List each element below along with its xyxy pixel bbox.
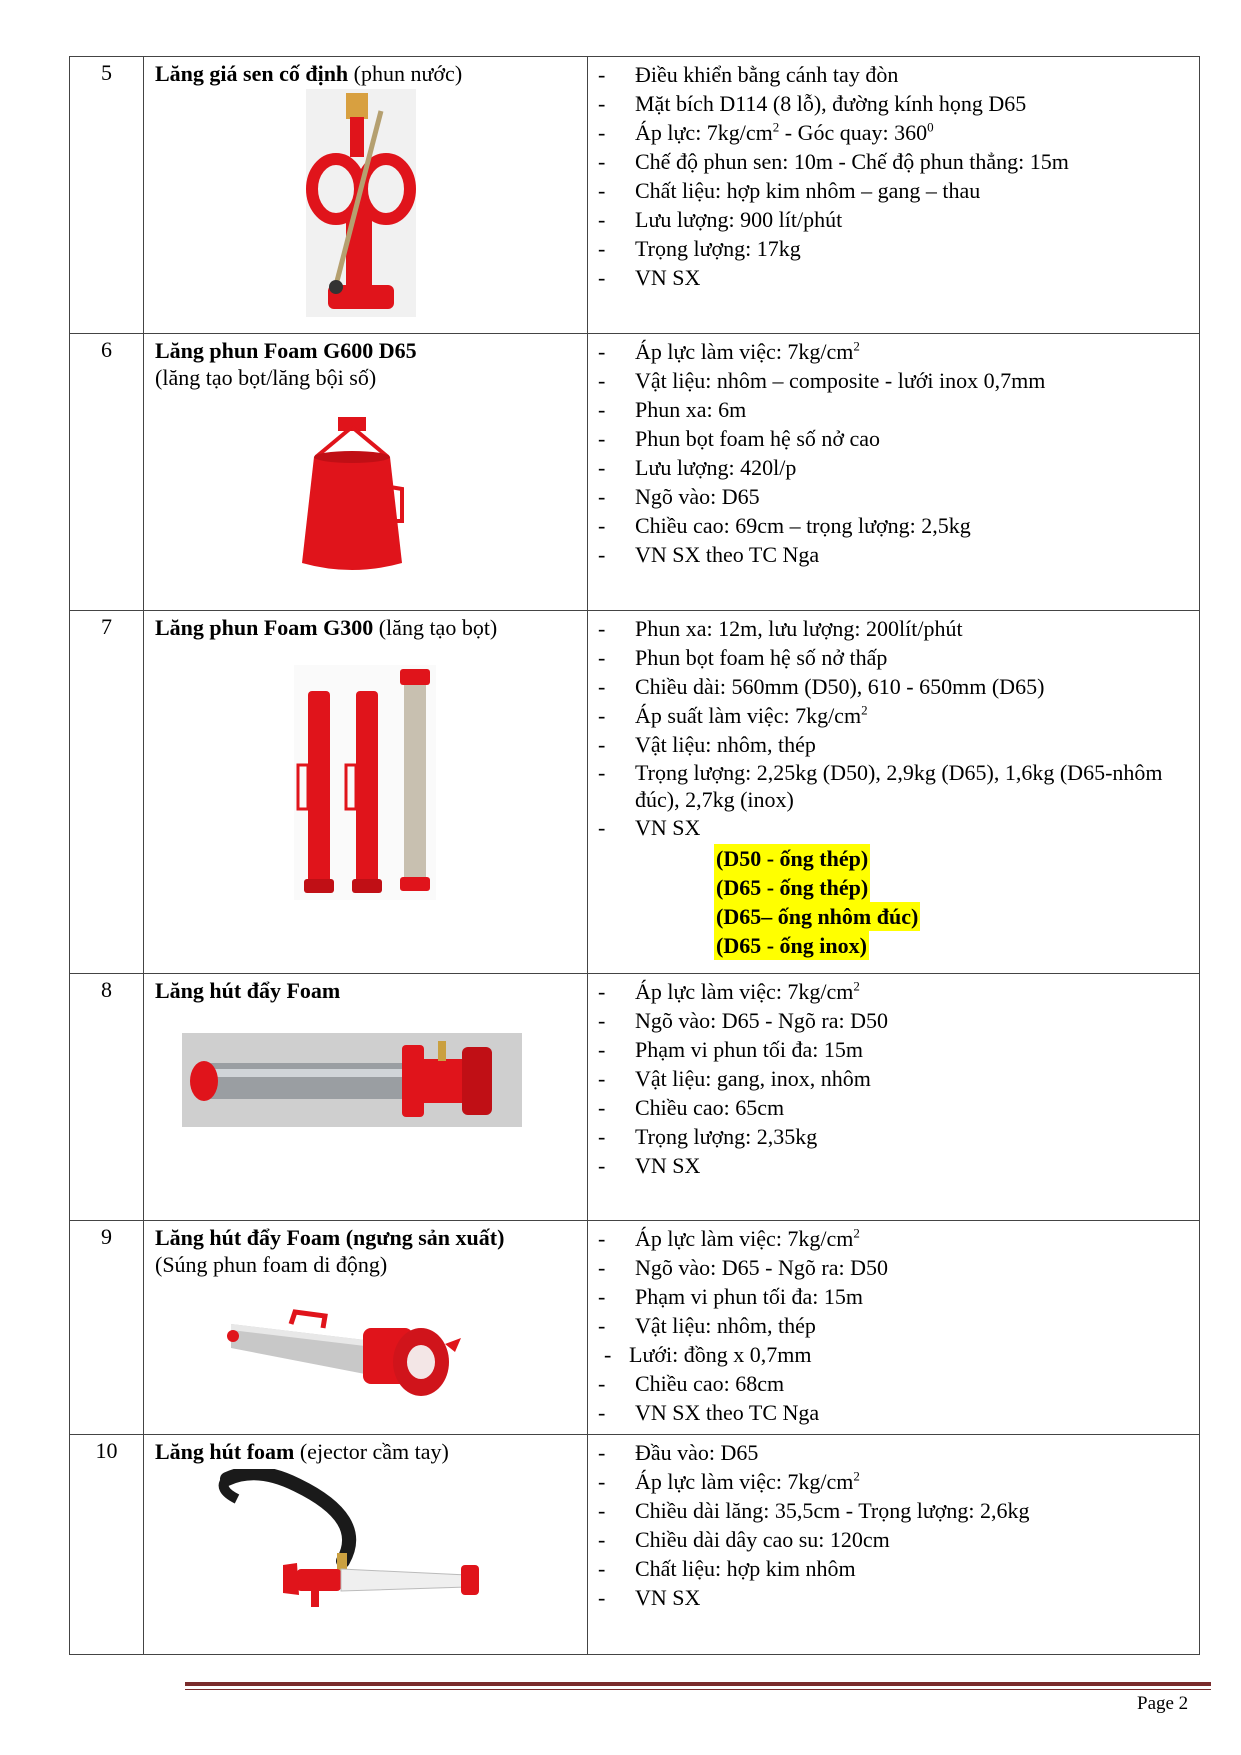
product-spec-cell [588, 1435, 1200, 1655]
product-title-note: (ejector cầm tay) [294, 1439, 449, 1464]
row-number: 5 [70, 57, 144, 334]
spec-item: - Chất liệu: hợp kim nhôm [598, 1556, 856, 1581]
spec-item: - Phạm vi phun tối đa: 15m [598, 1037, 863, 1062]
highlight-note: (D65 - ống thép) [716, 875, 869, 900]
product-spec-cell [588, 334, 1200, 611]
product-title-note: (lăng tạo bọt) [373, 615, 498, 640]
spec-item: - Vật liệu: nhôm, thép [598, 732, 816, 757]
spec-item: - Trọng lượng: 2,35kg [598, 1124, 818, 1149]
product-spec-table [69, 56, 1200, 1655]
product-title: Lăng phun Foam G300 [155, 615, 374, 640]
table-row [70, 57, 1200, 334]
spec-item: - VN SX [598, 1585, 701, 1610]
spec-item: - Đầu vào: D65 [598, 1440, 759, 1465]
product-name-cell [144, 1221, 588, 1435]
row-number: 8 [70, 974, 144, 1221]
spec-item: - Trọng lượng: 2,25kg (D50), 2,9kg (D65), 1,6kg (D65-nhôm đúc), 2,7kg (inox) [598, 760, 1163, 812]
spec-item: - VN SX [598, 265, 701, 290]
spec-item: - Ngõ vào: D65 - Ngõ ra: D50 [598, 1255, 888, 1280]
page-number: Page 2 [1137, 1693, 1189, 1714]
spec-item: - Vật liệu: nhôm – composite - lưới inox 0,7mm [598, 368, 1046, 393]
spec-item: - Chiều cao: 65cm [598, 1095, 785, 1120]
spec-item: - Mặt bích D114 (8 lỗ), đường kính họng D65 [598, 91, 1027, 116]
fixed-monitor-nozzle-image [306, 89, 416, 317]
product-spec-cell [588, 57, 1200, 334]
product-title-note: (phun nước) [348, 61, 463, 86]
product-name-cell [144, 334, 588, 611]
spec-item: - Lưới: đồng x 0,7mm [604, 1342, 812, 1367]
spec-item: - Chiều dài: 560mm (D50), 610 - 650mm (D65) [598, 674, 1045, 699]
spec-item: - Điều khiển bằng cánh tay đòn [598, 62, 899, 87]
spec-item: - Áp lực: $7kg/cm^2$ - Góc quay: $360^0$ [598, 119, 934, 145]
spec-item: - Chiều cao: 68cm [598, 1371, 785, 1396]
product-spec-cell [588, 974, 1200, 1221]
product-name-cell [144, 611, 588, 974]
spec-item: - Vật liệu: gang, inox, nhôm [598, 1066, 871, 1091]
table-row [70, 611, 1200, 974]
foam-tube-nozzles-image [294, 665, 436, 900]
row-number: 10 [70, 1435, 144, 1655]
product-title: Lăng giá sen cố định [155, 61, 349, 86]
row-number: 9 [70, 1221, 144, 1435]
product-subtitle: (Súng phun foam di động) [155, 1252, 388, 1277]
footer-rule-thin [185, 1689, 1211, 1690]
product-name-cell [144, 57, 588, 334]
spec-item: - VN SX [598, 815, 701, 840]
spec-item: - Phạm vi phun tối đa: 15m [598, 1284, 863, 1309]
spec-item: - Phun xa: 6m [598, 397, 747, 422]
spec-item: - Ngõ vào: D65 [598, 484, 760, 509]
table-row [70, 1221, 1200, 1435]
product-title: Lăng hút foam [155, 1439, 295, 1464]
spec-item: - Phun xa: 12m, lưu lượng: 200lít/phút [598, 616, 963, 641]
spec-item: - Lưu lượng: 900 lít/phút [598, 207, 843, 232]
spec-item: - Áp lực làm việc: $7kg/cm^2$ [598, 338, 860, 364]
product-subtitle: (lăng tạo bọt/lăng bội số) [155, 365, 377, 390]
spec-item: - VN SX theo TC Nga [598, 542, 820, 567]
product-name-cell [144, 974, 588, 1221]
highlight-notes [714, 844, 1195, 960]
spec-item: - Phun bọt foam hệ số nở thấp [598, 645, 888, 670]
product-title: Lăng phun Foam G600 D65 [155, 338, 417, 363]
highlight-note: (D65– ống nhôm đúc) [716, 904, 919, 929]
spec-item: - Chiều dài lăng: 35,5cm - Trọng lượng: 2,6kg [598, 1498, 1030, 1523]
row-number: 6 [70, 334, 144, 611]
spec-item: - Áp lực làm việc: $7kg/cm^2$ [598, 1468, 860, 1494]
foam-generator-cone-image [298, 417, 406, 575]
spec-item: - Lưu lượng: 420l/p [598, 455, 797, 480]
table-row [70, 334, 1200, 611]
spec-item: - Phun bọt foam hệ số nở cao [598, 426, 881, 451]
spec-item: - Chiều dài dây cao su: 120cm [598, 1527, 890, 1552]
spec-item: - Chế độ phun sen: 10m - Chế độ phun thẳng: 15m [598, 149, 1069, 174]
spec-item: - Vật liệu: nhôm, thép [598, 1313, 816, 1338]
highlight-note: (D50 - ống thép) [716, 846, 869, 871]
highlight-note: (D65 - ống inox) [716, 933, 867, 958]
spec-item: - Áp lực làm việc: $7kg/cm^2$ [598, 1225, 860, 1251]
table-row [70, 1435, 1200, 1655]
row-number: 7 [70, 611, 144, 974]
table-row [70, 974, 1200, 1221]
foam-pickup-nozzle-image [182, 1033, 522, 1127]
product-title: Lăng hút đẩy Foam (ngưng sản xuất) [155, 1225, 505, 1250]
spec-item: - VN SX [598, 1153, 701, 1178]
product-title: Lăng hút đẩy Foam [155, 978, 341, 1003]
mobile-foam-gun-image [225, 1294, 485, 1412]
spec-item: - Chiều cao: 69cm – trọng lượng: 2,5kg [598, 513, 971, 538]
footer-rule [185, 1682, 1211, 1686]
spec-item: - Chất liệu: hợp kim nhôm – gang – thau [598, 178, 981, 203]
product-spec-cell [588, 611, 1200, 974]
handheld-ejector-image [217, 1469, 503, 1619]
spec-item: - VN SX theo TC Nga [598, 1400, 820, 1425]
spec-item: - Trọng lượng: 17kg [598, 236, 801, 261]
spec-item: - Áp suất làm việc: $7kg/cm^2$ [598, 702, 868, 728]
product-name-cell [144, 1435, 588, 1655]
spec-item: - Áp lực làm việc: $7kg/cm^2$ [598, 978, 860, 1004]
product-spec-cell [588, 1221, 1200, 1435]
spec-item: - Ngõ vào: D65 - Ngõ ra: D50 [598, 1008, 888, 1033]
